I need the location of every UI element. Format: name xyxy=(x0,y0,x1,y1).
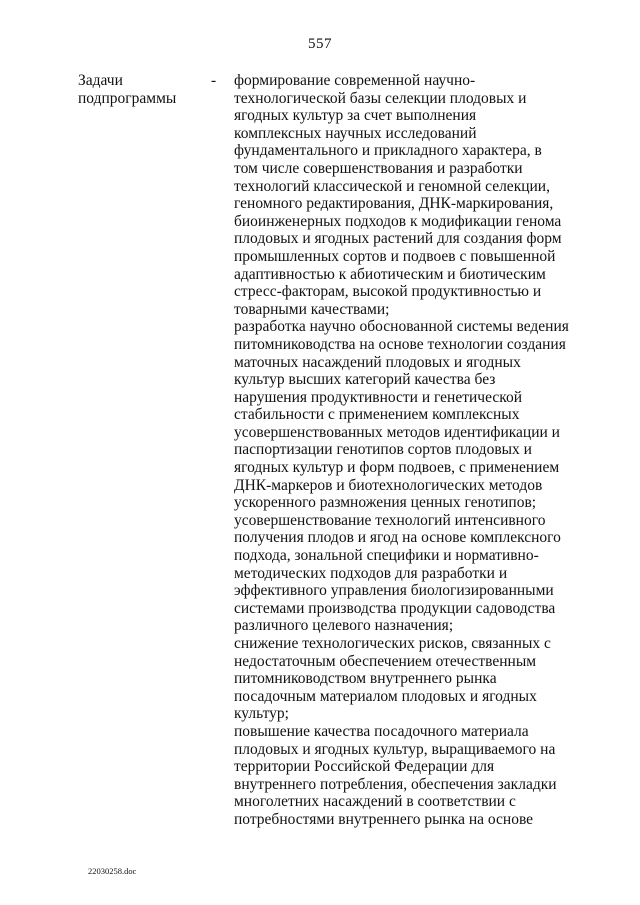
text-line: маточных насаждений плодовых и ягодных xyxy=(234,353,521,371)
text-line: эффективного управления биологизированными xyxy=(234,582,554,600)
text-line: плодовых и ягодных растений для создания форм xyxy=(234,230,562,248)
text-line: питомниководством внутреннего рынка xyxy=(234,670,497,688)
text-line: ягодных культур и форм подвоев, с применением xyxy=(234,459,560,477)
text-line: адаптивностью к абиотическим и биотическим xyxy=(234,265,546,283)
text-line: усовершенствование технологий интенсивного xyxy=(234,511,546,529)
text-line: системами производства продукции садоводства xyxy=(234,599,556,617)
text-line: биоинженерных подходов к модификации генома xyxy=(234,212,562,230)
text-line: питомниководства на основе технологии создания xyxy=(234,335,566,353)
text-line: потребностями внутреннего рынка на основе xyxy=(234,810,534,828)
text-line: внутреннего потребления, обеспечения закладки xyxy=(234,775,557,793)
text-line: повышение качества посадочного материала xyxy=(234,722,529,740)
text-line: комплексных научных исследований xyxy=(234,124,477,142)
text-line: технологической базы селекции плодовых и xyxy=(234,89,527,107)
text-line: разработка научно обоснованной системы ведения xyxy=(234,318,569,336)
text-line: формирование современной научно- xyxy=(234,72,476,89)
text-line: культур; xyxy=(234,705,289,723)
label-dash: - xyxy=(211,72,217,89)
text-line: фундаментального и прикладного характера, в xyxy=(234,142,542,160)
text-line: товарными качествами; xyxy=(234,300,390,318)
section-label-line: Задачи xyxy=(78,72,123,89)
text-line: недостаточным обеспечением отечественным xyxy=(234,652,537,670)
text-line: плодовых и ягодных культур, выращиваемого на xyxy=(234,740,556,758)
text-line: ДНК-маркеров и биотехнологических методов xyxy=(234,476,543,494)
text-line: территории Российской Федерации для xyxy=(234,758,495,776)
document-filename: 22030258.doc xyxy=(88,866,137,876)
section-label-line: подпрограммы xyxy=(78,89,177,107)
text-line: технологий классической и геномной селекции, xyxy=(234,177,550,195)
text-line: промышленных сортов и подвоев с повышенной xyxy=(234,247,556,265)
text-line: получения плодов и ягод на основе комплексного xyxy=(234,529,561,547)
text-line: усовершенствованных методов идентификации и xyxy=(234,423,560,441)
text-line: методических подходов для разработки и xyxy=(234,564,508,582)
text-line: различного целевого назначения; xyxy=(234,617,454,635)
page-number: 557 xyxy=(308,36,332,52)
text-line: снижение технологических рисков, связанных с xyxy=(234,635,551,652)
text-line: паспортизации генотипов сортов плодовых и xyxy=(234,441,532,459)
text-line: подхода, зональной специфики и нормативно- xyxy=(234,547,539,565)
text-line: посадочным материалом плодовых и ягодных xyxy=(234,687,537,705)
text-line: нарушения продуктивности и генетической xyxy=(234,388,523,406)
text-line: геномного редактирования, ДНК-маркирования, xyxy=(234,195,554,213)
text-line: стресс-факторам, высокой продуктивностью и xyxy=(234,283,542,301)
text-line: ускоренного размножения ценных генотипов; xyxy=(234,494,537,512)
text-line: многолетних насаждений в соответствии с xyxy=(234,793,516,811)
text-line: культур высших категорий качества без xyxy=(234,371,496,389)
text-line: том числе совершенствования и разработки xyxy=(234,159,523,177)
tasks-text xyxy=(234,72,569,829)
text-line: стабильности с применением комплексных xyxy=(234,406,520,424)
section-label xyxy=(78,72,208,107)
text-line: ягодных культур за счет выполнения xyxy=(234,107,477,125)
